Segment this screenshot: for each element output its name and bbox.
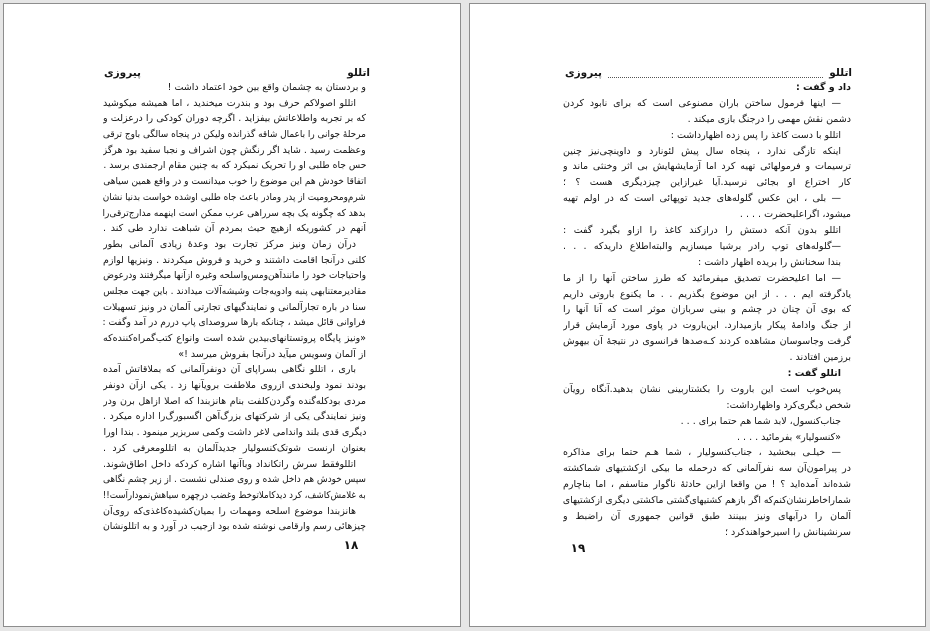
line-text: شماراخاطرنشان‌کنم‌که اگر بازهم کشتیهای‌گشتی ماکشتی دیگری ازکشتیهای xyxy=(563,495,851,507)
line-text: دشمن نقش مهمی را درجنگ بازی میکند . xyxy=(687,113,851,125)
line-text: — اما اعلیحضرت تصدیق میفرمائید که طرز ساختن آنها را از ما xyxy=(563,272,841,284)
text-line xyxy=(103,441,366,457)
text-line xyxy=(563,175,851,191)
text-line xyxy=(563,334,851,350)
line-text: ونیز نمایندگی یکی از شرکتهای بزرگ‌آهن اگسبورگ‌را اداره میکرد . xyxy=(103,411,366,423)
paragraph xyxy=(563,366,851,382)
line-text: بندا سخنانش را بریده اظهار داشت : xyxy=(697,256,841,268)
paragraph xyxy=(103,237,366,363)
text-line xyxy=(563,207,851,223)
line-text: ترسیمات و فرمولهائی تهیه کرد اما آزمایشهایش بی اثر وخنثی ماند و xyxy=(563,161,851,173)
line-text: که بر تجربه واطلاعاتش بیفزاید . اگرچه دوران کودکی را درعزلت و xyxy=(103,113,366,125)
text-line xyxy=(103,409,366,425)
text-line xyxy=(103,457,366,473)
text-line xyxy=(103,519,366,535)
running-head xyxy=(104,66,370,80)
line-text: میشود، اگراعلیحضرت . . . . xyxy=(739,209,851,221)
text-line xyxy=(103,80,366,96)
line-text: بودند نمود ولبخندی ازروی ملاطفت برویآنها زد . یکی ازآن دونفر xyxy=(103,380,366,392)
line-text: — بلی ، این عکس گلوله‌های جدید توپهائی است که در اولم تهیه xyxy=(563,193,841,205)
text-line xyxy=(563,366,851,382)
paragraph xyxy=(563,80,851,96)
line-text: وعظمت رسید . شاید اگر رنگش چون اشراف و نجبا سفید بود هرگز xyxy=(103,144,366,156)
paragraph xyxy=(103,80,366,96)
text-line xyxy=(563,159,851,175)
text-line xyxy=(563,350,851,366)
line-text: در پیرامون‌آن سه نفرآلمانی که درحمله ما بیکی ازکشتیهای شماکشته xyxy=(563,463,851,475)
text-line xyxy=(563,445,851,461)
text-line xyxy=(103,96,366,112)
line-text: چیزهائی رسم وارقامی نوشته شده بود ازجیب در آورد و به اتللونشان xyxy=(103,521,366,533)
paragraph xyxy=(563,430,851,446)
text-line xyxy=(563,287,851,303)
text-line xyxy=(103,394,366,410)
text-line xyxy=(563,461,851,477)
line-text: داد و گفت : xyxy=(795,82,851,93)
line-text: «ونیز پایگاه پروتستانهای‌بیدین شده است وانواع کتب‌گمراه‌کننده‌که xyxy=(103,333,366,344)
page-text-block xyxy=(563,80,851,541)
line-text: بعنوان ارنست شوتک‌کنسولیار جدیدآلمان به اتللومعرفی کرد . xyxy=(103,442,366,454)
line-text: سرنشینانش را اسیرخواهندکرد ؛ xyxy=(725,526,851,538)
line-text: اتللو اصولاکم حرف بود و بندرت میخندید ، اما همیشه میکوشید xyxy=(103,97,356,109)
line-text: یادگرفته ایم . . . از این موضوع بگذریم . . ما یکنوع باروتی داریم xyxy=(563,288,851,300)
text-line xyxy=(103,237,366,253)
text-line xyxy=(563,144,851,160)
text-line xyxy=(103,315,366,331)
dotted-leader xyxy=(608,69,823,78)
text-line xyxy=(103,127,366,143)
text-line xyxy=(103,425,366,441)
line-text: «کنسولیار» بفرمائید . . . . xyxy=(737,431,841,443)
text-line xyxy=(563,509,851,525)
paragraph xyxy=(563,382,851,414)
text-line xyxy=(563,430,851,446)
text-line xyxy=(563,414,851,430)
running-head-section: پیروزی xyxy=(565,67,602,79)
text-line xyxy=(563,398,851,414)
page-left xyxy=(3,3,461,627)
line-text: برزمین افتادند . xyxy=(789,352,851,364)
line-text: سنا در باره تجارآلمانی و نمایندگیهای تجارتی آلمان در ونیز تسهیلات xyxy=(103,301,366,313)
paragraph xyxy=(103,362,366,456)
line-text: حس جاه طلبی او را تحریک نمیکرد که به چنین مقام ارجمندی برسد . xyxy=(103,160,366,172)
line-text: —گلوله‌های توپ رادر برشیا میسازیم والبته‌اطلاع داریدکه . . . xyxy=(563,240,841,252)
line-text: مرحلهٔ جوانی را باعمال شاقه گذرانده ولیکن در پنجاه سالگی باوج ترقی xyxy=(103,129,366,141)
line-text: بدهد که چگونه یک بچه سرراهی عرب ممکن است اینهمه مدارج‌ترقی‌را xyxy=(103,207,366,219)
text-line xyxy=(103,221,366,237)
paragraph xyxy=(563,445,851,540)
text-line xyxy=(103,488,366,504)
line-text: اتللو گفت : xyxy=(787,368,841,380)
paragraph xyxy=(563,414,851,430)
page-number: ۱۸ xyxy=(343,538,359,552)
line-text: فراوانی قائل میشد ، چنانکه بارها سروصدای پاپ دررم در آمد وگفت : xyxy=(103,317,366,329)
text-line xyxy=(563,112,851,128)
line-text: و بردستان به چشمان واقع بین خود اعتماد داشت ! xyxy=(167,82,366,93)
line-text: شرم‌ومحرومیت از پدر ومادر باعث جاه طلبی اوشده خواست بدنیا نشان xyxy=(103,191,366,203)
line-text: کار اختراع او بجائی نرسید.آیا غیرازاین چیزدیگری هست ؟ ؛ xyxy=(563,177,851,189)
paragraph xyxy=(563,144,851,192)
text-line xyxy=(103,253,366,269)
line-text: از جنگ وادامهٔ پیکار بازمیدارد. این‌باروت در پاوی مورد آزمایش قرار xyxy=(563,320,851,332)
text-line xyxy=(563,96,851,112)
line-text: مردی بودکله‌گنده وگردن‌کلفت بنام هانزبندا که اصلا ازاهل برن ودر xyxy=(103,395,366,407)
paragraph xyxy=(563,191,851,223)
text-line xyxy=(103,111,366,127)
text-line xyxy=(563,302,851,318)
text-line xyxy=(563,128,851,144)
text-line xyxy=(103,143,366,159)
text-line xyxy=(103,378,366,394)
text-line xyxy=(103,504,366,520)
paragraph xyxy=(563,128,851,144)
line-text: که بوی آن چنان در چشم و بینی سربازان موثر است که آنا آنها را xyxy=(563,304,851,316)
text-line xyxy=(103,472,366,488)
text-line xyxy=(563,318,851,334)
text-line xyxy=(563,191,851,207)
paragraph xyxy=(103,457,366,504)
line-text: اتللوفقط سرش راتکانداد وباآنها اشاره کردکه داخل اطاق‌شوند. xyxy=(103,458,356,470)
text-line xyxy=(563,239,851,255)
line-text: واحتیاجات خود را مانندآهن‌ومس‌واسلحه وغیره ازآنها میگرفتند ودرعوض xyxy=(103,270,366,282)
paragraph xyxy=(563,239,851,255)
line-text: آنهم در کشوریکه ازهیچ حیث بمردم آن شباهت ندارد طی کند . xyxy=(103,223,366,235)
page-right xyxy=(469,3,926,627)
text-line xyxy=(563,80,851,96)
line-text: اتللو با دست کاغذ را پس زده اظهارداشت : xyxy=(670,129,841,141)
page-number: ۱۹ xyxy=(570,541,586,555)
text-line xyxy=(103,300,366,316)
paragraph xyxy=(563,96,851,128)
text-line xyxy=(103,158,366,174)
line-text: اینکه تازگی ندارد ، پنجاه سال پیش لئونارد و داوینچی‌نیز چنین xyxy=(563,145,841,157)
line-text: شخص دیگری‌کرد واظهارداشت: xyxy=(726,399,851,411)
text-line xyxy=(103,347,366,363)
line-text: به غلامش‌کاشف، کرد دیدکاملاتوخط وغضب درچهره سیاهش‌نمودارآست!! xyxy=(103,489,366,501)
line-text: سپس خودش هم داخل شده و روی صندلی نشست . از زیر چشم نگاهی xyxy=(103,474,366,486)
line-text: هانزبندا موضوع اسلحه ومهمات را بمیان‌کشیده‌کاغذی‌که روی‌آن xyxy=(103,505,356,517)
running-head-section: پیروزی xyxy=(104,67,141,79)
text-line xyxy=(103,362,366,378)
text-line xyxy=(103,284,366,300)
line-text: پس‌خوب است این باروت را بکشتاربینی نشان بدهید.آنگاه رویآن xyxy=(563,383,841,395)
text-line xyxy=(563,271,851,287)
line-text: کلنی درآنجا اقامت داشتند و خرید و فروش میکردند . ونیزیها لوازم xyxy=(103,254,366,266)
text-line xyxy=(103,268,366,284)
running-head xyxy=(565,66,852,80)
text-line xyxy=(103,174,366,190)
line-text: باری ، اتللو نگاهی بسراپای آن دونفرآلمانی که بملاقاتش آمده xyxy=(103,364,356,376)
line-text: اتفاقا خودش هم این موضوع را خوب میدانست و در واقع همین سیاهی xyxy=(103,176,366,188)
text-line xyxy=(103,206,366,222)
paragraph xyxy=(563,255,851,271)
text-line xyxy=(103,190,366,206)
page-text-block xyxy=(103,80,366,535)
line-text: اتللو بدون آنکه دستش را درازکند کاغذ را ازاو بگیرد گفت : xyxy=(563,225,841,237)
text-line xyxy=(563,255,851,271)
text-line xyxy=(563,477,851,493)
line-text: گرفت وجاسوسان مشاهده کردند کـه‌صدها فرانسوی در نتیجهٔ آن بیهوش xyxy=(563,336,851,348)
text-line xyxy=(103,331,366,347)
line-text: مقادیرمعتنابهی پنبه وادویه‌جات وشیشه‌آلات میدادند . باین جهت مجلس xyxy=(103,285,366,297)
line-text: — خیلـی ببخشید ، جناب‌کنسولیار ، شما هـم حتما برای مذاکره xyxy=(563,447,841,459)
paragraph xyxy=(563,271,851,366)
text-line xyxy=(563,493,851,509)
line-text: درآن زمان ونیز مرکز تجارت بود وعدهٔ زیادی آلمانی بطور xyxy=(103,238,356,250)
line-text: شده‌اند آمده‌اید ؟ ! من واقعا ازاین حادثهٔ ناگوار متاسفم ، اما بناچارم xyxy=(563,479,851,491)
line-text: جناب‌کنسول، لابد شما هم حتما برای . . . xyxy=(680,415,841,427)
line-text: از آلمان وسویس میآید درآنجا بفروش میرسد !» xyxy=(178,348,366,360)
text-line xyxy=(563,525,851,541)
paragraph xyxy=(103,96,366,237)
paragraph xyxy=(563,223,851,239)
text-line xyxy=(563,382,851,398)
paragraph xyxy=(103,504,366,535)
running-head-title: اتللو xyxy=(829,67,852,79)
text-line xyxy=(563,223,851,239)
running-head-title: اتللو xyxy=(347,67,370,79)
line-text: — اینها فرمول ساختن باران مصنوعی است که برای نابود کردن xyxy=(563,97,841,109)
line-text: دیگری قدی بلند واندامی لاغر داشت وکمی سربزیر مینمود . بندا اورا xyxy=(103,427,366,439)
line-text: آلمان را درآبهای ونیز ببینند طبق قوانین جمهوری آن راضبط و xyxy=(563,511,851,523)
